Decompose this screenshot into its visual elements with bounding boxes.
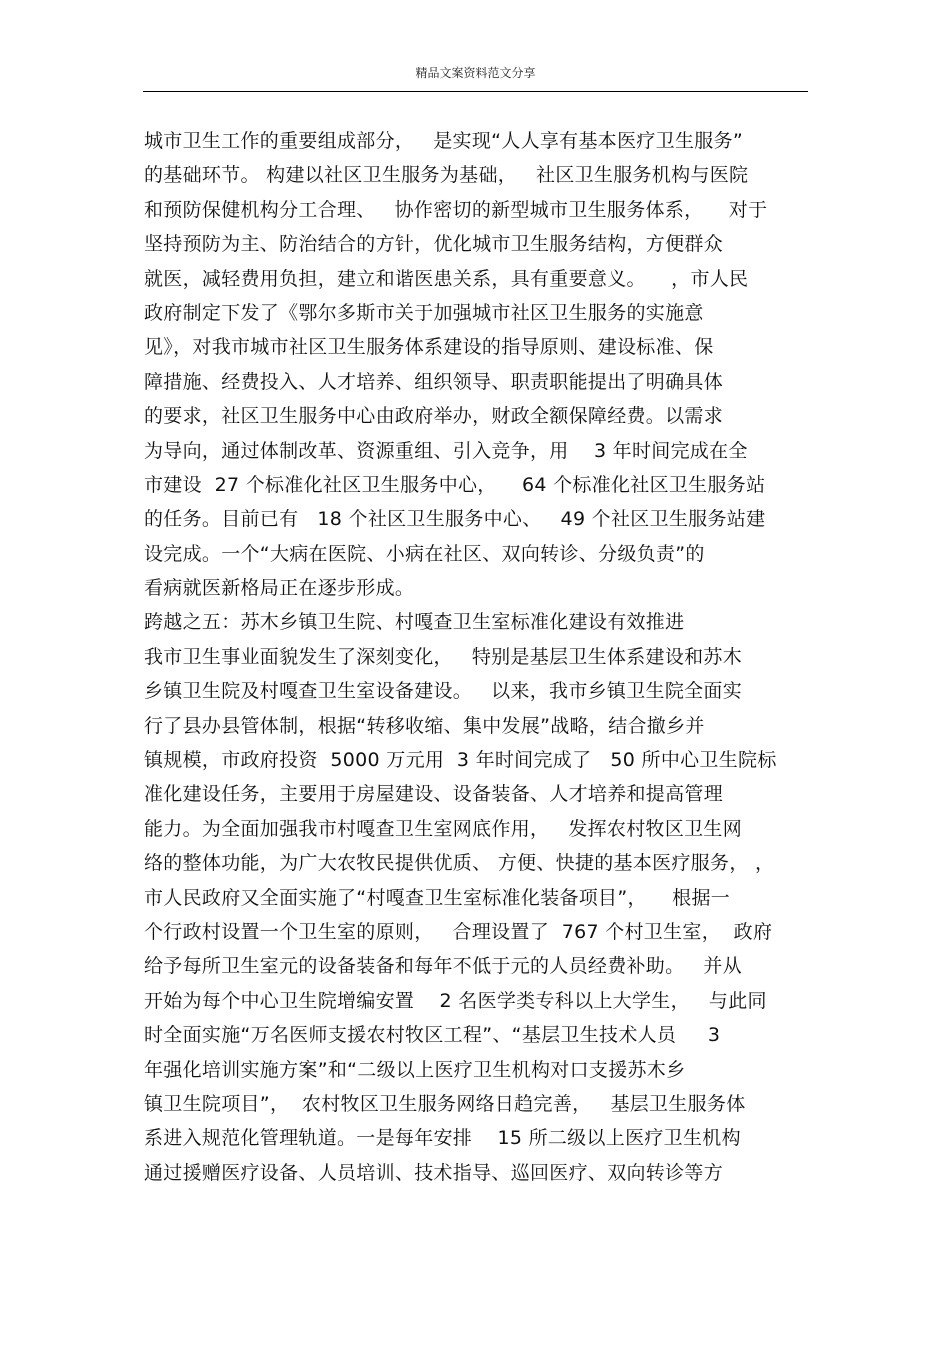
text-line: 市人民政府又全面实施了“村嘎查卫生室标准化装备项目”， 根据一: [144, 886, 731, 909]
text-line: 城市卫生工作的重要组成部分， 是实现“人人享有基本医疗卫生服务”: [144, 130, 744, 152]
text-line: 年强化培训实施方案”和“二级以上医疗卫生机构对口支援苏木乡: [144, 1058, 686, 1081]
body-text: [144, 124, 814, 1190]
text-line: 市建设 27 个标准化社区卫生服务中心， 64 个标准化社区卫生服务站: [144, 473, 766, 496]
text-line: 络的整体功能，为广大农牧民提供优质、 方便、快捷的基本医疗服务， ，: [144, 852, 775, 875]
text-line: 坚持预防为主、防治结合的方针，优化城市卫生服务结构，方便群众: [144, 233, 724, 256]
text-line: 通过援赠医疗设备、人员培训、技术指导、巡回医疗、双向转诊等方: [144, 1161, 724, 1184]
text-line: 看病就医新格局正在逐步形成。: [144, 577, 415, 600]
text-line: 镇规模，市政府投资 5000 万元用 3 年时间完成了 50 所中心卫生院标: [144, 749, 777, 772]
text-line: 的要求，社区卫生服务中心由政府举办，财政全额保障经费。以需求: [144, 405, 724, 428]
text-line: 政府制定下发了《鄂尔多斯市关于加强城市社区卫生服务的实施意: [144, 301, 704, 324]
text-line: 的基础环节。 构建以社区卫生服务为基础， 社区卫生服务机构与医院: [144, 164, 749, 187]
text-line: 和预防保健机构分工合理、 协作密切的新型城市卫生服务体系， 对于: [144, 198, 768, 221]
text-line: 跨越之五：苏木乡镇卫生院、村嘎查卫生室标准化建设有效推进: [144, 611, 685, 634]
text-line: 设完成。一个“大病在医院、小病在社区、双向转诊、分级负责”的: [144, 542, 705, 565]
text-line: 能力。为全面加强我市村嘎查卫生室网底作用， 发挥农村牧区卫生网: [144, 817, 743, 840]
text-line: 时全面实施“万名医师支援农村牧区工程”、“基层卫生技术人员 3: [144, 1024, 721, 1047]
text-line: 为导向，通过体制改革、资源重组、引入竞争，用 3 年时间完成在全: [144, 439, 748, 462]
text-line: 镇卫生院项目”， 农村牧区卫生服务网络日趋完善， 基层卫生服务体: [144, 1092, 746, 1115]
text-line: 见》，对我市城市社区卫生服务体系建设的指导原则、建设标准、保: [144, 336, 714, 359]
text-line: 的任务。目前已有 18 个社区卫生服务中心、 49 个社区卫生服务站建: [144, 508, 766, 531]
text-line: 开始为每个中心卫生院增编安置 2 名医学类专科以上大学生， 与此同: [144, 989, 767, 1012]
text-line: 我市卫生事业面貌发生了深刻变化， 特别是基层卫生体系建设和苏木: [144, 645, 743, 668]
page-header-title: 精品文案资料范文分享: [415, 66, 536, 80]
text-line: 系进入规范化管理轨道。一是每年安排 15 所二级以上医疗卫生机构: [144, 1127, 741, 1150]
text-line: 给予每所卫生室元的设备装备和每年不低于元的人员经费补助。 并从: [144, 955, 743, 978]
text-line: 准化建设任务，主要用于房屋建设、设备装备、人才培养和提高管理: [144, 783, 724, 806]
text-line: 就医，减轻费用负担，建立和谐医患关系，具有重要意义。 ，市人民: [144, 267, 749, 290]
text-line: 乡镇卫生院及村嘎查卫生室设备建设。 以来，我市乡镇卫生院全面实: [144, 680, 743, 703]
text-line: 行了县办县管体制，根据“转移收缩、集中发展”战略，结合撤乡并: [144, 714, 705, 737]
text-line: 障措施、经费投入、人才培养、组织领导、职责职能提出了明确具体: [144, 370, 724, 393]
text-line: 个行政村设置一个卫生室的原则， 合理设置了 767 个村卫生室， 政府: [144, 920, 773, 943]
header-divider: [143, 91, 808, 92]
